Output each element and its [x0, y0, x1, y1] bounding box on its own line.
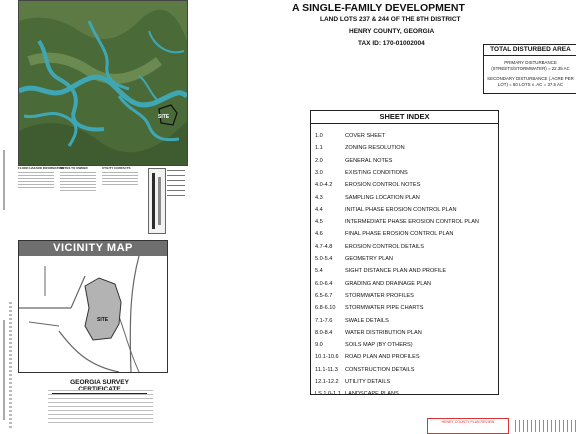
- sheet-description: UTILITY DETAILS: [345, 379, 391, 385]
- secondary-disturbance: SECONDARY DISTURBANCE (.ACRE PER LOT) = 50 LOTS x .AC = 37.5 AC: [487, 76, 574, 87]
- sheet-description: EROSION CONTROL NOTES: [345, 182, 421, 189]
- aerial-photo: [18, 0, 188, 166]
- engineer-stamp: [148, 168, 166, 234]
- sheet-index-row: [311, 302, 498, 314]
- sheet-edge-text-2: [9, 300, 12, 428]
- disturbed-area-header: TOTAL DISTURBED AREA: [484, 45, 576, 56]
- sheet-index-row: [311, 130, 498, 142]
- notes-column-utility: [102, 166, 138, 236]
- sheet-number: 4.0-4.2: [315, 182, 333, 189]
- sheet-description: LANDSCAPE PLANS: [345, 391, 399, 398]
- sheet-index-row: [311, 315, 498, 327]
- sheet-description: GRADING AND DRAINAGE PLAN: [345, 280, 432, 287]
- sheet-index-row: [311, 351, 498, 363]
- sheet-index-row: [311, 388, 498, 400]
- notes-column-owner: [60, 166, 96, 236]
- sheet-description: FINAL PHASE EROSION CONTROL PLAN: [345, 231, 454, 238]
- sheet-number: 6.0-6.4: [315, 280, 333, 287]
- sheet-description: CONSTRUCTION DETAILS: [345, 366, 415, 373]
- disturbed-area-box: [483, 44, 576, 94]
- vicinity-map: [18, 240, 168, 373]
- sheet-index: [310, 110, 499, 398]
- sheet-description: GENERAL NOTES: [345, 157, 393, 164]
- sheet-number: 3.0: [315, 169, 323, 176]
- sheet-index-row: [311, 228, 498, 240]
- sheet-index-row: [311, 142, 498, 154]
- sheet-description: ROAD PLAN AND PROFILES: [345, 354, 420, 361]
- sheet-index-row: [311, 167, 498, 179]
- sheet-index-row: [311, 364, 498, 376]
- aerial-terrain: [19, 1, 187, 165]
- sheet-description: SAMPLING LOCATION PLAN: [345, 194, 420, 201]
- vicinity-map-title: VICINITY MAP: [19, 241, 167, 256]
- sheet-number: 5.4: [315, 268, 323, 275]
- notes-heading-flood: FLOOD HAZARD INFORMATION: [18, 166, 64, 170]
- sheet-description: EROSION CONTROL DETAILS: [345, 243, 424, 250]
- sheet-index-row: [311, 339, 498, 351]
- sheet-description: INITIAL PHASE EROSION CONTROL PLAN: [345, 206, 457, 213]
- sheet-description: STORMWATER PROFILES: [345, 292, 414, 299]
- project-tax-id: TAX ID: 170-01002004: [358, 40, 425, 47]
- primary-disturbance: PRIMARY DISTURBANCE (STREETS/STORMWATER) = 22.35 AC: [491, 60, 570, 71]
- project-county-line: HENRY COUNTY, GEORGIA: [349, 28, 435, 35]
- sheet-description: STORMWATER PIPE CHARTS: [345, 305, 424, 312]
- sheet-description: WATER DISTRIBUTION PLAN: [345, 329, 422, 336]
- sheet-number: 5.0-5.4: [315, 256, 333, 262]
- sheet-edge-text: [1, 0, 7, 432]
- sheet-index-row: [311, 376, 498, 388]
- sheet-index-row: [311, 265, 498, 277]
- sheet-index-row: [311, 290, 498, 302]
- sheet-index-row: [311, 216, 498, 228]
- notes-heading-owner: NOTES TO OWNER: [60, 166, 88, 170]
- review-stamp-text: HENRY COUNTY PLAN REVIEW: [441, 420, 495, 424]
- sheet-index-row: [311, 179, 498, 191]
- sheet-number: 11.1-11.3: [315, 366, 338, 373]
- sheet-number: 4.7-4.8: [315, 243, 333, 250]
- sheet-number: 1.0: [315, 133, 323, 139]
- notes-heading-utility: UTILITY CONTACTS: [102, 166, 131, 170]
- sheet-index-row: [311, 241, 498, 253]
- sheet-description: INTERMEDIATE PHASE EROSION CONTROL PLAN: [345, 219, 479, 226]
- sheet-number: 8.0-8.4: [315, 329, 333, 336]
- sheet-description: SOILS MAP (BY OTHERS): [345, 342, 413, 349]
- sheet-index-row: [311, 192, 498, 204]
- sheet-index-title: SHEET INDEX: [311, 111, 498, 124]
- sheet-number: LS 1.0-1.1: [315, 391, 341, 398]
- survey-certificate-text: [48, 390, 153, 426]
- sheet-description: EXISTING CONDITIONS: [345, 169, 408, 176]
- aerial-site-label: SITE: [158, 114, 170, 120]
- review-stamp-strip: [515, 420, 576, 432]
- sheet-index-row: [311, 253, 498, 265]
- sheet-description: COVER SHEET: [345, 133, 386, 139]
- sheet-index-row: [311, 278, 498, 290]
- sheet-description: ZONING RESOLUTION: [345, 145, 405, 152]
- sheet-number: 6.8-6.10: [315, 305, 336, 312]
- sheet-number: 2.0: [315, 157, 323, 164]
- sheet-description: SWALE DETAILS: [345, 317, 389, 324]
- sheet-number: 4.3: [315, 194, 323, 201]
- sheet-number: 7.1-7.6: [315, 317, 333, 324]
- notes-column-flood: [18, 166, 64, 236]
- sheet-index-row: [311, 155, 498, 167]
- project-title: A SINGLE-FAMILY DEVELOPMENT: [292, 2, 465, 14]
- sheet-index-row: [311, 327, 498, 339]
- sheet-number: 12.1-12.2: [315, 379, 339, 385]
- project-location-line: LAND LOTS 237 & 244 OF THE 8TH DISTRICT: [320, 16, 461, 23]
- sheet-number: 1.1: [315, 145, 323, 152]
- sheet-index-row: [311, 204, 498, 216]
- sheet-number: 4.5: [315, 219, 323, 226]
- survey-certificate-title: GEORGIA SURVEY: [52, 379, 147, 394]
- sheet-number: 10.1-10.6: [315, 354, 339, 361]
- sheet-description: GEOMETRY PLAN: [345, 256, 393, 262]
- sheet-number: 4.6: [315, 231, 323, 238]
- sheet-number: 4.4: [315, 206, 323, 213]
- sheet-number: 9.0: [315, 342, 323, 349]
- sheet-number: 6.5-6.7: [315, 292, 333, 299]
- vicinity-site-label: SITE: [97, 317, 109, 323]
- stamp-signature-lines: [167, 170, 185, 230]
- sheet-description: SIGHT DISTANCE PLAN AND PROFILE: [345, 268, 447, 275]
- vicinity-map-drawing: [19, 256, 167, 372]
